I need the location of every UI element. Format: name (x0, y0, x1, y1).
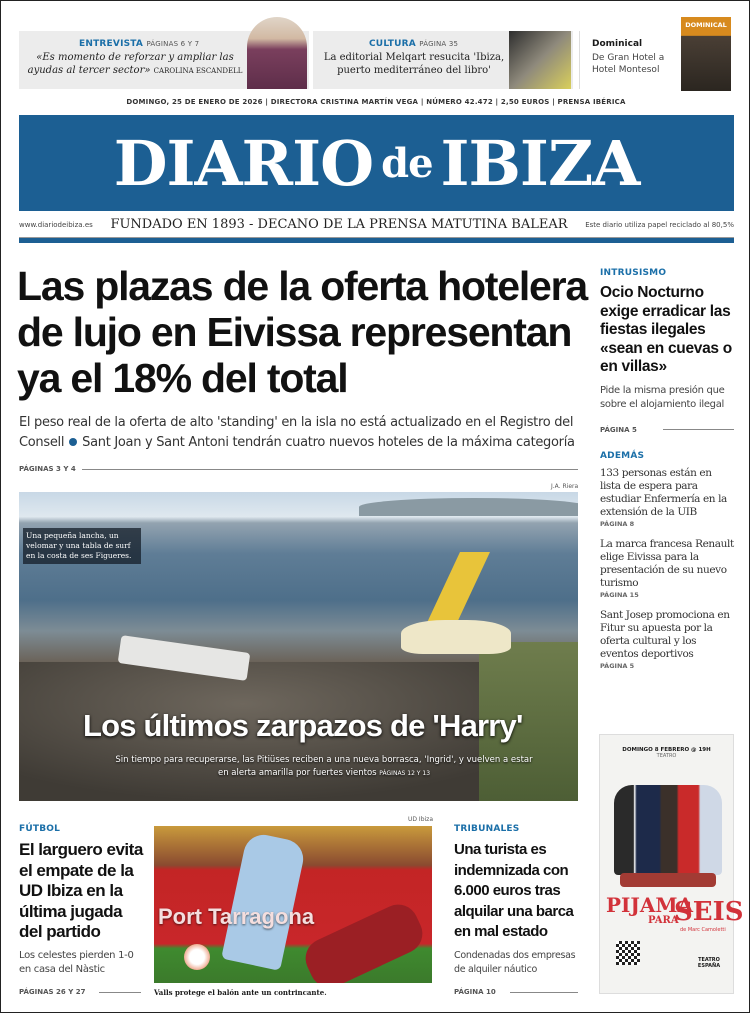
masthead-title: DIARIO (113, 126, 374, 200)
courts-pages: PÁGINA 10 (454, 988, 578, 996)
courts-kicker: TRIBUNALES (454, 824, 520, 834)
theatre-ad[interactable] (599, 734, 744, 994)
courts-subtitle: Condenadas dos empresas de alquiler náutico (454, 949, 576, 975)
ad-title-3: SEIS (674, 897, 744, 927)
sports-subtitle: Los celestes pierden 1-0 en casa del Nàstic (19, 949, 134, 975)
lead-pages: PÁGINAS 3 Y 4 (19, 465, 578, 473)
photo-title: Los últimos zarpazos de 'Harry' (83, 708, 523, 743)
courts-headline: Una turista es indemnizada con 6.000 euros tras alquilar una barca en mal estado (454, 841, 574, 940)
player-ibiza (221, 831, 307, 971)
ad-author: de Marc Camoletti (680, 927, 726, 933)
ad-title-2: PARA (648, 915, 679, 926)
sports-pages: PÁGINAS 26 Y 27 (19, 988, 141, 996)
photo-pedalo (401, 620, 511, 654)
sports-headline: El larguero evita el empate de la UD Ibiza en la última jugada del partido (19, 840, 143, 941)
right-pages: PÁGINA 5 (600, 426, 734, 434)
photo-credit: J.A. Riera (551, 483, 579, 490)
teaser-kicker: ENTREVISTA PÁGINAS 6 Y 7 (79, 39, 200, 49)
lead-headline[interactable]: Las plazas de la oferta hotelera de lujo en Eivissa representan ya el 18% del total (17, 263, 587, 401)
photo-subtitle: Sin tiempo para recuperarse, las Pitiüses reciben a una nueva borrasca, 'Ingrid', y vuelven a estar en alerta amarilla por fuertes vientos PÁGINAS 12 Y 13 (115, 755, 533, 778)
bullet-icon (69, 438, 77, 446)
sports-kicker: FÚTBOL (19, 824, 61, 834)
also-item[interactable]: Sant Josep promociona en Fitur su apuesta por la oferta cultural y los eventos deportivos PÁGINA 5 (600, 608, 730, 670)
photo-hills (359, 498, 578, 516)
ad-date: DOMINGO 8 FEBRERO @ 19H (622, 747, 711, 753)
qr-code-icon[interactable] (616, 941, 640, 965)
teaser-kicker: CULTURA PÁGINA 35 (369, 39, 459, 49)
masthead-rule (19, 237, 734, 243)
dominical-cover (681, 17, 731, 91)
masthead-de: de (381, 139, 433, 187)
player-nastic (299, 898, 429, 983)
also-item[interactable]: La marca francesa Renault elige Eivissa para la presentación de su nuevo turismo PÁGINA 15 (600, 537, 734, 599)
also-label: ADEMÁS (600, 450, 645, 461)
interview-photo (247, 17, 307, 89)
right-headline[interactable]: Ocio Nocturno exige erradicar las fiestas ilegales «sean en cuevas o en villas» (600, 284, 732, 375)
cover-title: DOMINICAL (685, 21, 727, 29)
teaser-interview[interactable] (19, 31, 309, 89)
site-url[interactable]: www.diariodeibiza.es (19, 220, 93, 229)
motto: FUNDADO EN 1893 - DECANO DE LA PRENSA MATUTINA BALEAR (110, 217, 568, 232)
teaser-dominical[interactable] (579, 21, 734, 89)
sports-photo[interactable] (154, 826, 432, 983)
ad-pajama (620, 873, 716, 887)
right-column (600, 268, 734, 670)
teaser-text: «Es momento de reforzar y ampliar las ayudas al tercer sector» CAROLINA ESCANDELL (27, 52, 243, 76)
sports-photo-credit: UD Ibiza (408, 816, 433, 823)
ad-board: Port Tarragona (158, 904, 315, 929)
ball-icon (184, 944, 210, 970)
dateline: DOMINGO, 25 DE ENERO DE 2026 | DIRECTORA CRISTINA MARTÍN VEGA | NÚMERO 42.472 | 2,50 EUROS | PRENSA IBÉRICA (126, 98, 626, 106)
teaser-text: La editorial Melqart resucita 'Ibiza, puerto mediterráneo del libro' (323, 52, 505, 76)
right-kicker: INTRUSISMO (600, 268, 667, 278)
recycled-note: Este diario utiliza papel reciclado al 80,5% (585, 220, 734, 229)
ad-cast-photo (614, 785, 722, 875)
lead-subtitle: El peso real de la oferta de alto 'standing' en la isla no está actualizado en el Registro del Consell Sant Joan y Sant Antoni tendrán cuatro nuevos hoteles de la máxima categoría (19, 415, 575, 450)
teaser-culture[interactable] (313, 31, 573, 89)
ad-theatre-logo: TEATRO ESPAÑA (697, 957, 721, 969)
photo-caption: Una pequeña lancha, un velomar y una tabla de surf en la costa de ses Figueres. (23, 528, 141, 564)
also-item[interactable]: 133 personas están en lista de espera para estudiar Enfermería en la extensión de la UIB PÁGINA 8 (600, 466, 727, 528)
sports-story[interactable] (19, 824, 144, 977)
courts-story[interactable] (454, 824, 584, 977)
teaser-kicker: Dominical (592, 39, 643, 49)
ad-venue: TEATRO (656, 753, 677, 759)
sports-caption: Valls protege el balón ante un contrincante. (154, 988, 327, 997)
masthead-title-2: IBIZA (440, 126, 640, 200)
lead-photo[interactable] (19, 492, 578, 801)
ad-title: PIJAMA (606, 893, 694, 917)
culture-photo (509, 31, 571, 89)
masthead[interactable] (19, 115, 734, 211)
right-subtitle: Pide la misma presión que sobre el alojamiento ilegal (600, 384, 725, 410)
tagline-row (19, 217, 734, 232)
teaser-text: De Gran Hotel a Hotel Montesol (592, 53, 665, 75)
